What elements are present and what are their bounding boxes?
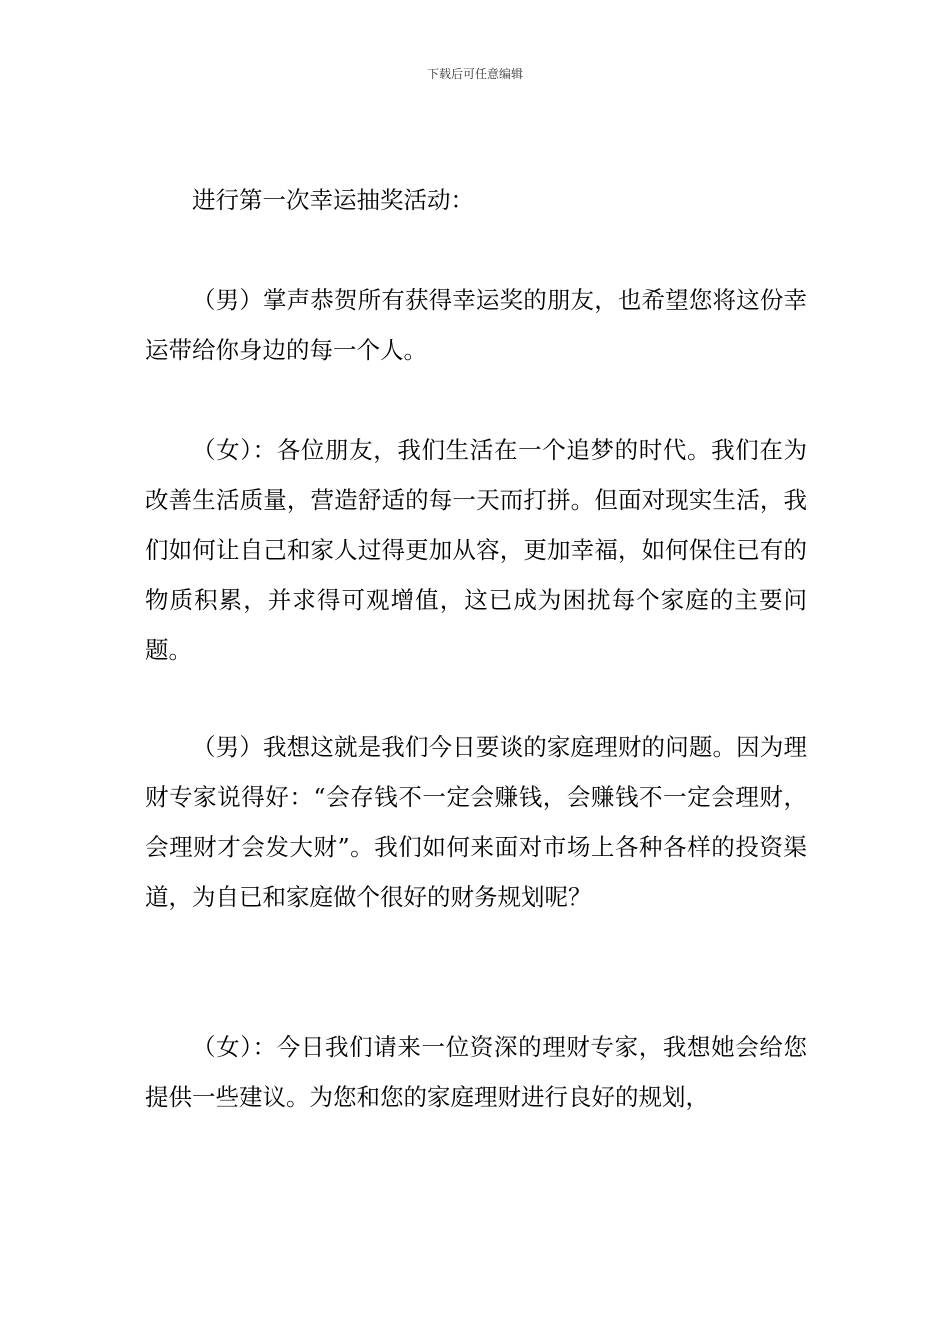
paragraph-lottery-intro: 进行第一次幸运抽奖活动： (192, 186, 474, 214)
paragraph-male-family-finance: （男）我想这就是我们今日要谈的家庭理财的问题。因为理财专家说得好：“会存钱不一定会赚钱，会赚钱不一定会理财，会理财才会发大财”。我们如何来面对市场上各种各样的投资渠道，为自已和家庭做个很好的财务规划呢？ (145, 733, 807, 911)
paragraph-female-expert-intro: （女）：今日我们请来一位资深的理财专家，我想她会给您提供一些建议。为您和您的家庭理财进行良好的规划， (145, 1033, 807, 1111)
header-note: 下载后可任意编辑 (426, 67, 523, 81)
paragraph-male-congrats: （男）掌声恭贺所有获得幸运奖的朋友，也希望您将这份幸运带给你身边的每一个人。 (145, 286, 807, 364)
paragraph-female-dream-era: （女）：各位朋友，我们生活在一个追梦的时代。我们在为改善生活质量，营造舒适的每一天而打拼。但面对现实生活，我们如何让自己和家人过得更加从容，更加幸福，如何保住已有的物质积累，并求得可观增值，这已成为困扰每个家庭的主要问题。 (145, 436, 807, 664)
